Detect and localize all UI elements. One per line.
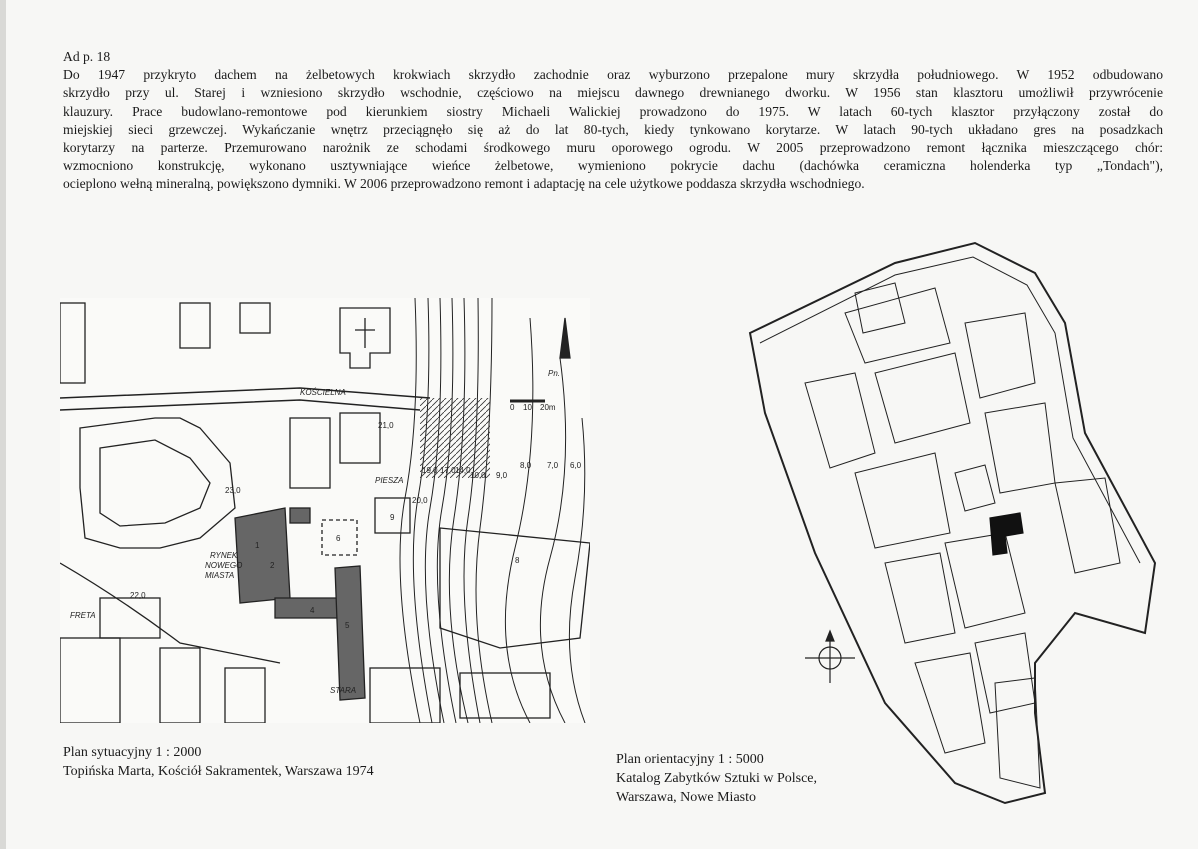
building (160, 648, 200, 723)
building (225, 668, 265, 723)
street-label: MIASTA (205, 571, 235, 580)
scale-label: 10 (523, 403, 532, 412)
site-plan-drawing (60, 298, 590, 723)
building-number: 1 (255, 541, 260, 550)
city-blocks (805, 283, 1120, 788)
body-line: wzmocniono konstrukcję, wykonano usztywniające wieńce żelbetowe, wymieniono pokrycie dachu (dachówka ceramiczna holenderka typ „Tondach"), (63, 158, 1163, 174)
section-heading: Ad p. 18 (63, 49, 111, 64)
district-boundary (750, 243, 1155, 803)
contour-label: 19,0 (422, 466, 438, 475)
street-edge (60, 388, 430, 398)
orientation-plan (735, 233, 1198, 813)
block-left (80, 418, 235, 548)
north-arrow-icon (560, 318, 570, 358)
orientation-plan-drawing (735, 233, 1198, 813)
building-number: 6 (336, 534, 341, 543)
building (100, 598, 160, 638)
convent-part (290, 508, 310, 523)
street-label: FRETA (70, 611, 96, 620)
building (370, 668, 440, 723)
body-line: klauzury. Prace budowlano-remontowe pod kierunkiem siostry Michaeli Walickiej prowadzono do 1975. W latach 60-tych klasztor przyłączony został do (63, 103, 1163, 119)
caption-line: Katalog Zabytków Sztuki w Polsce, (616, 771, 818, 786)
street-label: STARA (330, 686, 357, 695)
contour-label: 20,0 (412, 496, 428, 505)
building (180, 303, 210, 348)
contour-label: 7,0 (547, 461, 559, 470)
street-label: NOWEGO (205, 561, 243, 570)
body-line: ocieplono wełną mineralną, powiększono dymniki. W 2006 przeprowadzono remont i adaptację na cele użytkowe poddasza skrzydła wschodniego. (63, 176, 865, 192)
convent-highlight (990, 513, 1023, 555)
caption-line: Topińska Marta, Kościół Sakramentek, Warszawa 1974 (63, 764, 374, 779)
building-number: 4 (310, 606, 315, 615)
body-line: Do 1947 przykryto dachem na żelbetowych krokwiach skrzydło zachodnie oraz wyburzono przepalone mury skrzydła południowego. W 1952 odbudowano (63, 67, 1163, 83)
body-paragraph (63, 66, 1163, 193)
contour-label: 14,0 (455, 466, 471, 475)
caption-line: Warszawa, Nowe Miasto (616, 790, 756, 805)
convent-wing-east (335, 566, 365, 700)
site-plan-caption (63, 743, 374, 781)
contour-label: 17,0 (440, 466, 456, 475)
contour-label: 21,0 (378, 421, 394, 430)
building (60, 638, 120, 723)
north-label: Pn. (548, 369, 561, 378)
building-number: 9 (390, 513, 395, 522)
building-number: 5 (345, 621, 350, 630)
building (240, 303, 270, 333)
body-line: miejskiej sieci grzewczej. Wykańczanie wnętrz przeciągnęło się aż do lat 80-tych, kiedy tynkowano korytarze. W latach 90-tych układano gres na posadzkach (63, 121, 1163, 137)
cross-symbol (355, 318, 375, 348)
building-number: 2 (270, 561, 275, 570)
caption-line: Plan orientacyjny 1 : 5000 (616, 752, 764, 767)
contour-label: 23,0 (225, 486, 241, 495)
building-number: 8 (515, 556, 520, 565)
district-boundary-inner (760, 257, 1140, 563)
building (460, 673, 550, 718)
street-label: PIESZA (375, 476, 404, 485)
body-line: korytarzy na parterze. Przemurowano narożnik ze schodami środkowego muru oporowego ogrodu. W 2005 przeprowadzono remont łącznika mieszczącego chór: (63, 140, 1163, 156)
site-plan (60, 298, 590, 723)
contour-label: 9,0 (496, 471, 508, 480)
building (290, 418, 330, 488)
text-block (63, 48, 1163, 194)
body-line: skrzydło przy ul. Starej i wzniesiono skrzydło wschodnie, częściowo na miejscu dawnego drewnianego dworku. W 1956 stan klasztoru umożliwił przywrócenie (63, 85, 1163, 101)
contour-label: 22,0 (130, 591, 146, 600)
street-edge (60, 400, 420, 410)
scale-label: 20m (540, 403, 556, 412)
orientation-plan-caption (616, 750, 817, 807)
contour-label: 10,0 (470, 471, 486, 480)
street-label: KOŚCIELNA (300, 388, 346, 397)
building (60, 303, 85, 383)
contour-label: 6,0 (570, 461, 582, 470)
building (340, 413, 380, 463)
convent-wing-west (235, 508, 290, 603)
contour-lines (400, 298, 585, 723)
scale-label: 0 (510, 403, 515, 412)
caption-line: Plan sytuacyjny 1 : 2000 (63, 745, 202, 760)
courtyard (100, 440, 210, 526)
street-label: RYNEK (210, 551, 238, 560)
compass-icon (805, 631, 855, 683)
contour-label: 8,0 (520, 461, 532, 470)
